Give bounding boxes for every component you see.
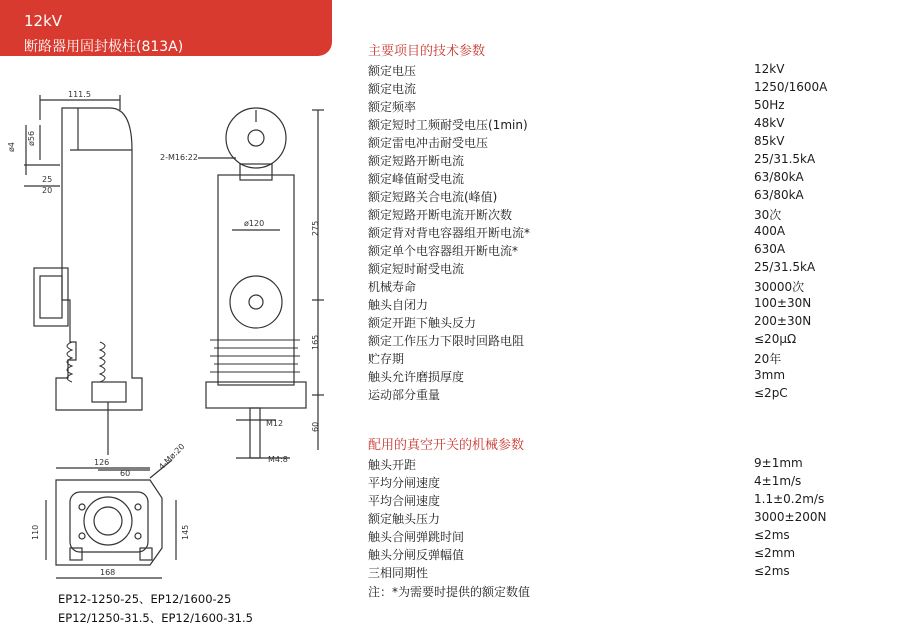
spec-label: 额定短路关合电流(峰值)	[368, 190, 498, 204]
voltage-label: 12kV	[24, 12, 63, 30]
dim-thread: 2-M16:22	[160, 153, 198, 162]
dim-25: 25	[42, 175, 53, 184]
mech-specs-table	[368, 456, 888, 582]
spec-label: 额定电流	[368, 82, 417, 96]
spec-row	[368, 510, 888, 528]
spec-row	[368, 456, 888, 474]
spec-value: 630A	[754, 242, 786, 256]
spec-value: 25/31.5kA	[754, 152, 816, 166]
dim-111: 111.5	[68, 90, 91, 99]
dim-holes: 4-Mø:20	[157, 441, 187, 472]
title-banner	[0, 0, 332, 56]
spec-value: 85kV	[754, 134, 785, 148]
spec-value: 1250/1600A	[754, 80, 828, 94]
spec-value: 63/80kA	[754, 188, 804, 202]
dim-60: 60	[311, 421, 320, 432]
spec-value: 48kV	[754, 116, 785, 130]
dim-d56: ø56	[27, 130, 36, 146]
main-specs-table	[368, 62, 888, 404]
spec-row	[368, 242, 888, 260]
dim-145: 145	[181, 524, 190, 540]
spec-row	[368, 474, 888, 492]
dim-20: 20	[42, 186, 53, 195]
spec-row	[368, 260, 888, 278]
dim-168: 168	[100, 568, 116, 577]
dim-126: 126	[94, 458, 110, 467]
spec-value: 30次	[754, 208, 782, 222]
spec-label: 机械寿命	[368, 280, 417, 294]
spec-label: 三相同期性	[368, 566, 429, 580]
spec-row	[368, 386, 888, 404]
spec-row	[368, 224, 888, 242]
spec-row	[368, 368, 888, 386]
spec-row	[368, 170, 888, 188]
model-line: EP12-1250-25、EP12/1600-25	[58, 592, 232, 606]
main-specs-title: 主要项目的技术参数	[368, 44, 486, 59]
spec-value: 3mm	[754, 368, 786, 382]
spec-row	[368, 296, 888, 314]
spec-value: 20年	[754, 352, 782, 366]
spec-value: 9±1mm	[754, 456, 803, 470]
dim-m4: M4:8	[268, 455, 288, 464]
spec-label: 额定频率	[368, 100, 417, 114]
spec-label: 额定峰值耐受电流	[368, 172, 465, 186]
dim-110: 110	[31, 524, 40, 540]
spec-value: ≤20μΩ	[754, 332, 797, 346]
model-line: EP12/1250-31.5、EP12/1600-31.5	[58, 611, 253, 625]
spec-label: 触头开距	[368, 458, 417, 472]
spec-value: 50Hz	[754, 98, 785, 112]
dim-m12: M12	[266, 419, 284, 428]
spec-row	[368, 314, 888, 332]
dim-275: 275	[311, 220, 320, 236]
spec-value: 200±30N	[754, 314, 812, 328]
spec-label: 额定工作压力下限时回路电阻	[368, 334, 525, 348]
spec-label: 额定短路开断电流	[368, 154, 465, 168]
spec-value: 4±1m/s	[754, 474, 802, 488]
spec-value: 100±30N	[754, 296, 812, 310]
spec-value: 400A	[754, 224, 786, 238]
dim-d120: ø120	[244, 219, 265, 228]
spec-row	[368, 98, 888, 116]
technical-drawing	[0, 56, 340, 636]
spec-label: 平均分闸速度	[368, 476, 441, 490]
spec-label: 额定单个电容器组开断电流*	[368, 244, 519, 258]
spec-row	[368, 564, 888, 582]
spec-row	[368, 350, 888, 368]
spec-label: 额定短时工频耐受电压(1min)	[368, 118, 528, 132]
spec-row	[368, 188, 888, 206]
spec-value: 3000±200N	[754, 510, 827, 524]
spec-value: 30000次	[754, 280, 805, 294]
spec-value: 1.1±0.2m/s	[754, 492, 825, 506]
spec-label: 触头自闭力	[368, 298, 429, 312]
dim-165: 165	[311, 334, 320, 350]
spec-label: 额定电压	[368, 64, 417, 78]
spec-row	[368, 332, 888, 350]
spec-row	[368, 152, 888, 170]
spec-label: 运动部分重量	[368, 388, 441, 402]
spec-label: 额定开距下触头反力	[368, 316, 477, 330]
spec-label: 触头合闸弹跳时间	[368, 530, 465, 544]
spec-row	[368, 206, 888, 224]
spec-value: 12kV	[754, 62, 785, 76]
spec-value: ≤2mm	[754, 546, 796, 560]
footnote: 注：*为需要时提供的额定数值	[368, 585, 531, 599]
spec-label: 平均合闸速度	[368, 494, 441, 508]
dim-d4: ø4	[7, 142, 16, 152]
spec-value: 63/80kA	[754, 170, 804, 184]
spec-label: 贮存期	[368, 352, 405, 366]
spec-row	[368, 62, 888, 80]
spec-row	[368, 528, 888, 546]
spec-value: 25/31.5kA	[754, 260, 816, 274]
spec-value: ≤2pC	[754, 386, 788, 400]
spec-row	[368, 134, 888, 152]
spec-label: 触头允许磨损厚度	[368, 370, 465, 384]
model-list	[58, 590, 253, 628]
spec-row	[368, 546, 888, 564]
spec-label: 额定短路开断电流开断次数	[368, 208, 513, 222]
mech-specs-title: 配用的真空开关的机械参数	[368, 438, 525, 453]
spec-value: ≤2ms	[754, 564, 790, 578]
spec-row	[368, 116, 888, 134]
spec-row	[368, 80, 888, 98]
spec-row	[368, 492, 888, 510]
spec-label: 额定触头压力	[368, 512, 441, 526]
spec-value: ≤2ms	[754, 528, 790, 542]
spec-label: 额定雷电冲击耐受电压	[368, 136, 489, 150]
spec-label: 触头分闸反弹幅值	[368, 548, 465, 562]
spec-label: 额定背对背电容器组开断电流*	[368, 226, 531, 240]
dim-60b: 60	[120, 469, 131, 478]
spec-row	[368, 278, 888, 296]
spec-label: 额定短时耐受电流	[368, 262, 465, 276]
product-title: 断路器用固封极柱(813A)	[24, 39, 184, 55]
